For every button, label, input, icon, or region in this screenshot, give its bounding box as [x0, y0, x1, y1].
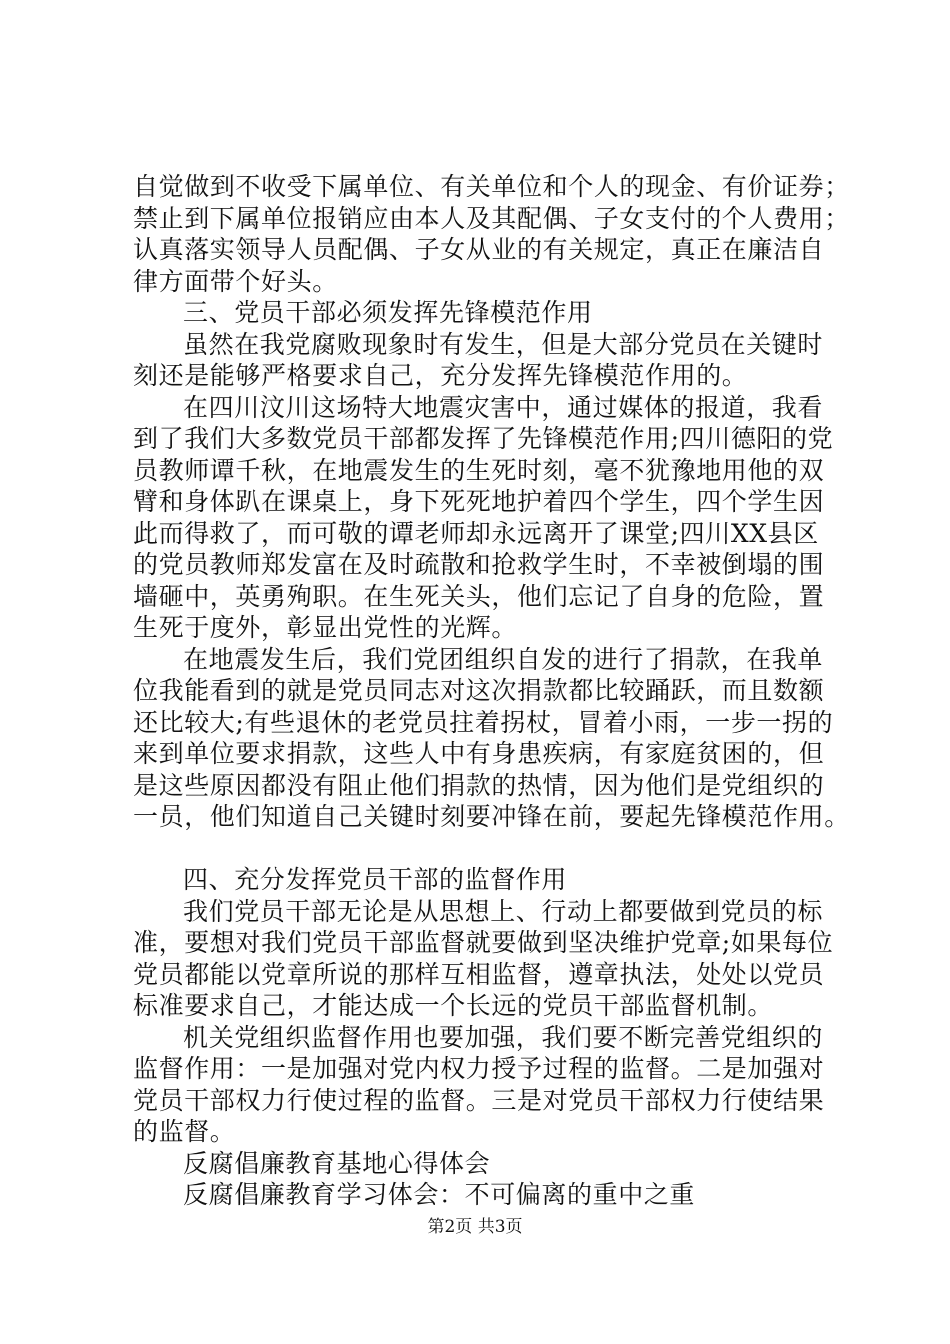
text-line: 自觉做到不收受下属单位、有关单位和个人的现金、有价证券；	[133, 172, 850, 201]
text-line: 生死于度外，彰显出党性的光辉。	[133, 613, 518, 642]
text-line: 还比较大;有些退休的老党员拄着拐杖，冒着小雨，一步一拐的	[133, 707, 834, 737]
text-line: 员教师谭千秋，在地震发生的生死时刻，毫不犹豫地用他的双	[133, 455, 825, 485]
text-line: 来到单位要求捐款，这些人中有身患疾病，有家庭贫困的，但	[133, 739, 825, 768]
text-line: 党员都能以党章所说的那样互相监督，遵章执法，处处以党员	[133, 959, 825, 989]
text-line: 机关党组织监督作用也要加强，我们要不断完善党组织的	[183, 1022, 824, 1052]
text-line: 位我能看到的就是党员同志对这次捐款都比较踊跃，而且数额	[133, 676, 825, 705]
text-line: 在四川汶川这场特大地震灾害中，通过媒体的报道，我看	[183, 392, 824, 422]
text-line: 反腐倡廉教育基地心得体会	[183, 1148, 491, 1178]
text-line: 刻还是能够严格要求自己，充分发挥先锋模范作用的。	[133, 361, 748, 390]
text-line: 是这些原因都没有阻止他们捐款的热情，因为他们是党组织的	[133, 770, 825, 800]
text-line: 臂和身体趴在课桌上，身下死死地护着四个学生，四个学生因	[133, 487, 825, 516]
text-line: 墙砸中，英勇殉职。在生死关头，他们忘记了自身的危险，置	[133, 581, 825, 611]
text-line: 反腐倡廉教育学习体会：不可偏离的重中之重	[183, 1180, 696, 1209]
text-line: 此而得救了，而可敬的谭老师却永远离开了课堂;四川XX县区	[133, 518, 819, 548]
text-line: 认真落实领导人员配偶、子女从业的有关规定，真正在廉洁自	[133, 235, 825, 264]
text-line: 党员干部权力行使过程的监督。三是对党员干部权力行使结果	[133, 1085, 825, 1115]
document-body	[133, 171, 850, 1211]
text-line: 虽然在我党腐败现象时有发生，但是大部分党员在关键时	[183, 329, 824, 359]
text-line: 监督作用：一是加强对党内权力授予过程的监督。二是加强对	[133, 1054, 825, 1083]
text-line: 三、党员干部必须发挥先锋模范作用	[183, 298, 593, 327]
text-line: 我们党员干部无论是从思想上、行动上都要做到党员的标	[183, 896, 824, 926]
text-line: 的党员教师郑发富在及时疏散和抢救学生时，不幸被倒塌的围	[133, 550, 825, 579]
text-line: 到了我们大多数党员干部都发挥了先锋模范作用;四川德阳的党	[133, 424, 834, 453]
page-footer: 第2页 共3页	[427, 1217, 523, 1237]
text-line: 标准要求自己，才能达成一个长远的党员干部监督机制。	[133, 991, 774, 1020]
text-line: 四、充分发挥党员干部的监督作用	[183, 865, 568, 894]
text-line: 禁止到下属单位报销应由本人及其配偶、子女支付的个人费用；	[133, 203, 850, 233]
blank-line	[133, 833, 843, 865]
text-line: 律方面带个好头。	[133, 266, 338, 296]
text-line: 准，要想对我们党员干部监督就要做到坚决维护党章;如果每位	[133, 928, 834, 957]
text-line: 的监督。	[133, 1117, 236, 1146]
text-line: 在地震发生后，我们党团组织自发的进行了捐款，在我单	[183, 644, 824, 674]
text-line: 一员，他们知道自己关键时刻要冲锋在前，要起先锋模范作用。	[133, 802, 850, 831]
